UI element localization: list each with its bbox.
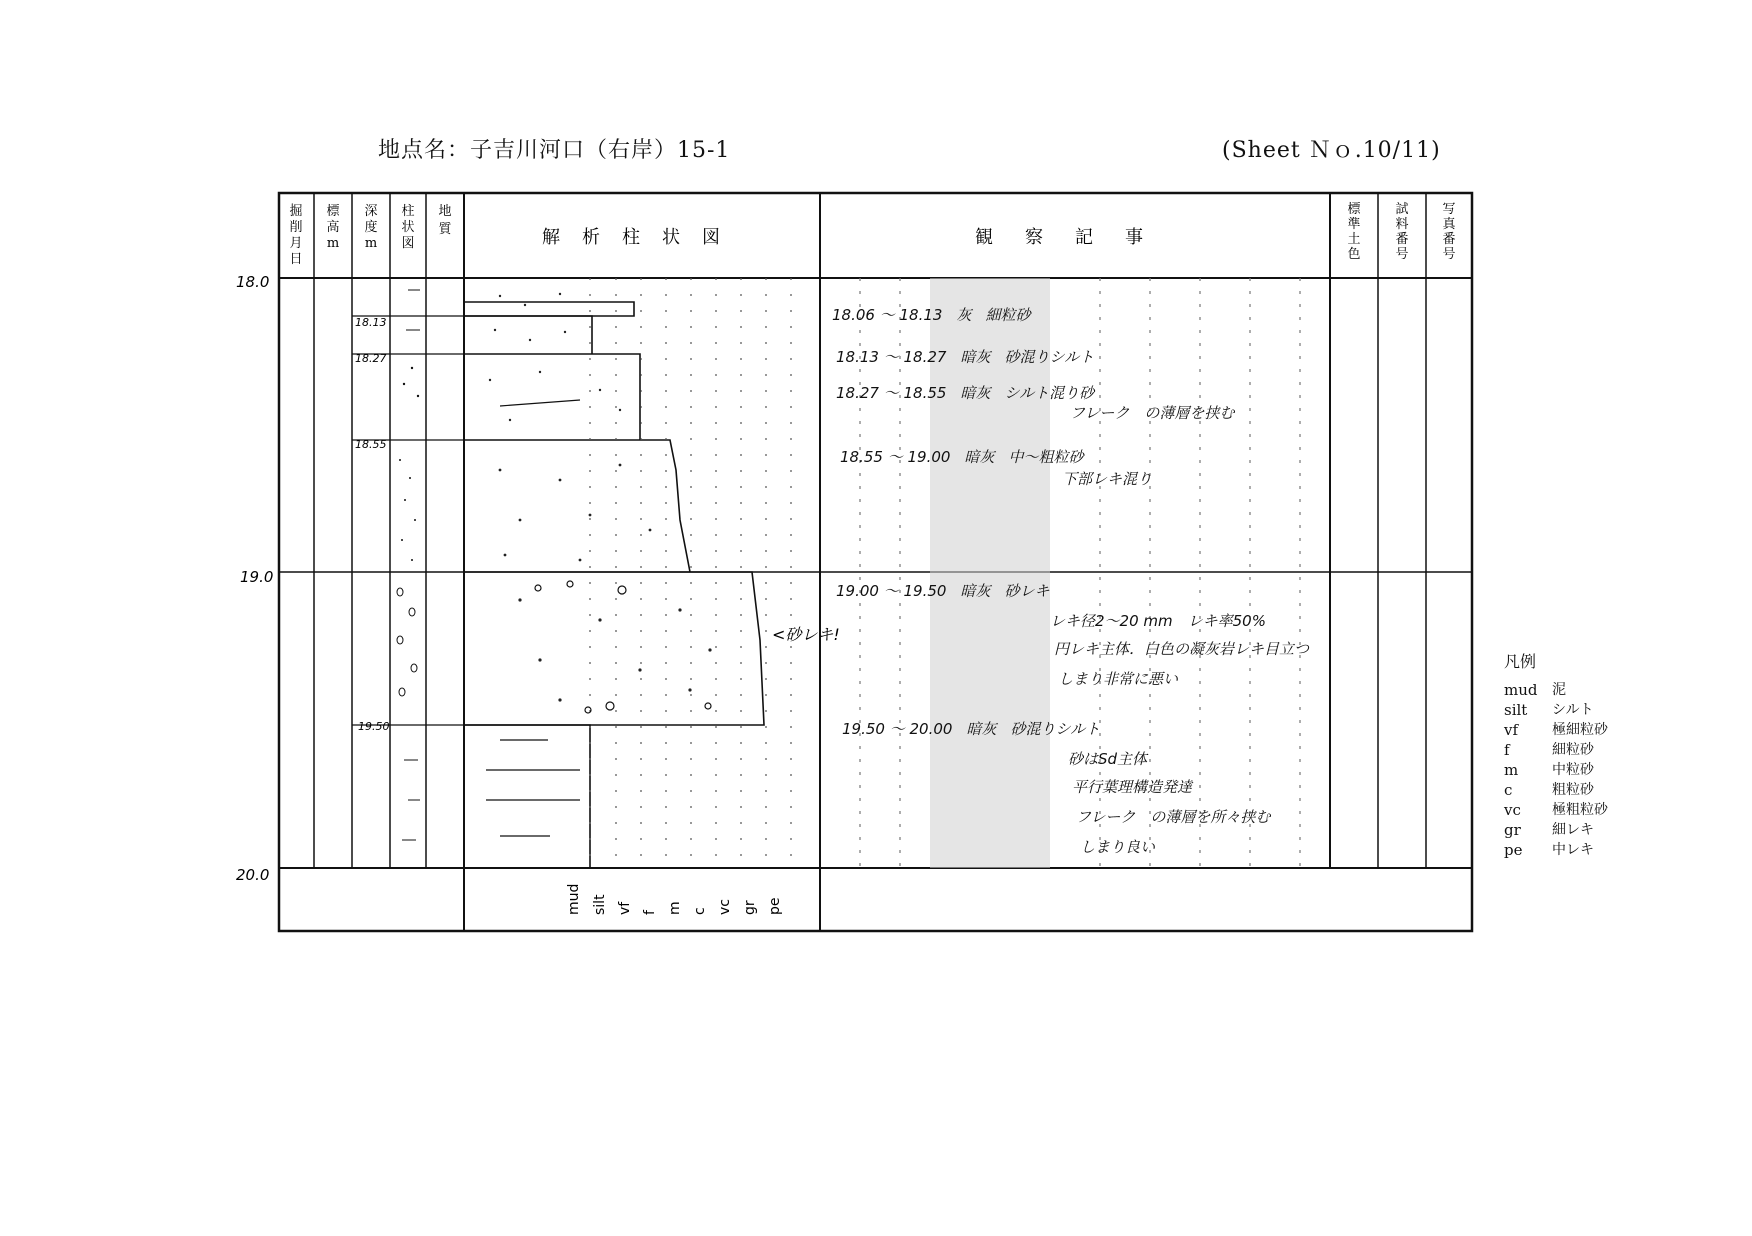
legend-key: m (1504, 761, 1519, 779)
col-depth-label: 深度 m (364, 204, 378, 251)
obs-3-b: フレーク の薄層を挟む (1070, 404, 1235, 422)
grain-silt: silt (592, 894, 608, 915)
legend-value: 極細粒砂 (1552, 722, 1608, 738)
obs-6: 19.50 ～ 20.00 暗灰 砂混りシルト (842, 720, 1101, 738)
gravel-texture (535, 581, 711, 713)
grain-m: m (667, 901, 683, 915)
sheet-number: (Sheet Ｎｏ.10/11) (1222, 138, 1441, 163)
site-name: 地点名：子吉川河口（右岸）15-1 (378, 138, 731, 163)
legend-value: 中粒砂 (1552, 762, 1594, 778)
grain-f: f (642, 910, 658, 915)
grain-gr: gr (742, 900, 758, 915)
legend-key: f (1504, 741, 1510, 759)
boundary-18-13: 18.13 (355, 316, 387, 329)
legend-value: 極粗粒砂 (1552, 802, 1608, 818)
table-frame (279, 193, 1472, 931)
obs-6-c: 平行葉理構造発達 (1072, 778, 1193, 796)
obs-5-c: 円レキ主体．白色の凝灰岩レキ目立つ (1054, 640, 1310, 658)
obs-4-b: 下部レキ混り (1062, 470, 1153, 488)
legend-value: 中レキ (1552, 842, 1594, 858)
obs-6-e: しまり良い (1080, 838, 1156, 856)
legend-row (1504, 720, 1608, 740)
legend-value: シルト (1552, 702, 1594, 718)
obs-4: 18.55 ～ 19.00 暗灰 中～粗粒砂 (840, 448, 1084, 466)
col-date-label: 掘削月日 (289, 204, 303, 267)
legend-row (1504, 780, 1608, 800)
observation-notes (832, 306, 1310, 856)
legend-key: silt (1504, 701, 1528, 719)
obs-3: 18.27 ～ 18.55 暗灰 シルト混り砂 (836, 384, 1095, 402)
col-photo-label: 写真番号 (1442, 202, 1456, 262)
obs-5: 19.00 ～ 19.50 暗灰 砂レキ (836, 582, 1050, 600)
obs-5-d: しまり非常に悪い (1058, 670, 1179, 688)
col-elevation-label: 標高 m (326, 204, 340, 251)
boundary-18-27: 18.27 (355, 352, 387, 365)
depth-scale (236, 273, 273, 884)
legend-value: 粗粒砂 (1552, 782, 1594, 798)
legend-key: mud (1504, 681, 1538, 699)
depth-tick-19: 19.0 (240, 568, 274, 586)
obs-6-d: フレーク の薄層を所々挟む (1076, 808, 1271, 826)
boundary-labels (355, 316, 390, 733)
column-pattern (397, 290, 420, 840)
col-geology-label: 地質 (438, 204, 452, 237)
side-note: <砂レキ! (772, 625, 840, 644)
legend-key: vc (1504, 801, 1521, 819)
col-sample-label: 試料番号 (1395, 202, 1409, 262)
legend-value: 泥 (1552, 682, 1566, 698)
boundary-18-55: 18.55 (355, 438, 387, 451)
grain-guides (590, 278, 791, 868)
depth-tick-20: 20.0 (236, 866, 270, 884)
grain-scale-labels (566, 884, 783, 915)
col-color-label: 標準土色 (1347, 202, 1361, 262)
legend-row (1504, 740, 1608, 760)
depth-tick-18: 18.0 (236, 273, 270, 291)
legend-row (1504, 800, 1608, 820)
legend-value: 細粒砂 (1552, 742, 1594, 758)
col-observation-label: 観察記事 (975, 227, 1175, 248)
boundary-19-50: 19.50 (358, 720, 390, 733)
depth-boundaries (352, 316, 464, 725)
col-column-label: 柱状図 (401, 204, 415, 251)
grain-pe: pe (767, 897, 783, 915)
obs-5-b: レキ径2～20 mm レキ率50% (1050, 612, 1266, 630)
grain-mud: mud (566, 883, 582, 915)
observation-shading (930, 278, 1050, 868)
legend-row (1504, 680, 1608, 700)
laminae (486, 400, 580, 836)
legend (1504, 652, 1608, 860)
legend-row (1504, 840, 1608, 860)
grain-vf: vf (617, 901, 633, 915)
legend-row (1504, 700, 1608, 720)
legend-row (1504, 820, 1608, 840)
obs-1: 18.06 ～ 18.13 灰 細粒砂 (832, 306, 1031, 324)
analysis-profile (464, 302, 764, 868)
legend-row (1504, 760, 1608, 780)
legend-key: gr (1504, 821, 1521, 839)
obs-2: 18.13 ～ 18.27 暗灰 砂混りシルト (836, 348, 1095, 366)
grain-vc: vc (717, 899, 733, 915)
obs-6-b: 砂はSd主体 (1068, 750, 1148, 768)
grain-c: c (692, 907, 708, 915)
legend-value: 細レキ (1552, 822, 1594, 838)
legend-key: pe (1504, 841, 1523, 859)
legend-title: 凡例 (1504, 652, 1537, 671)
col-analysis-label: 解析柱状図 (542, 227, 742, 248)
legend-key: vf (1504, 721, 1519, 739)
legend-key: c (1504, 781, 1513, 799)
